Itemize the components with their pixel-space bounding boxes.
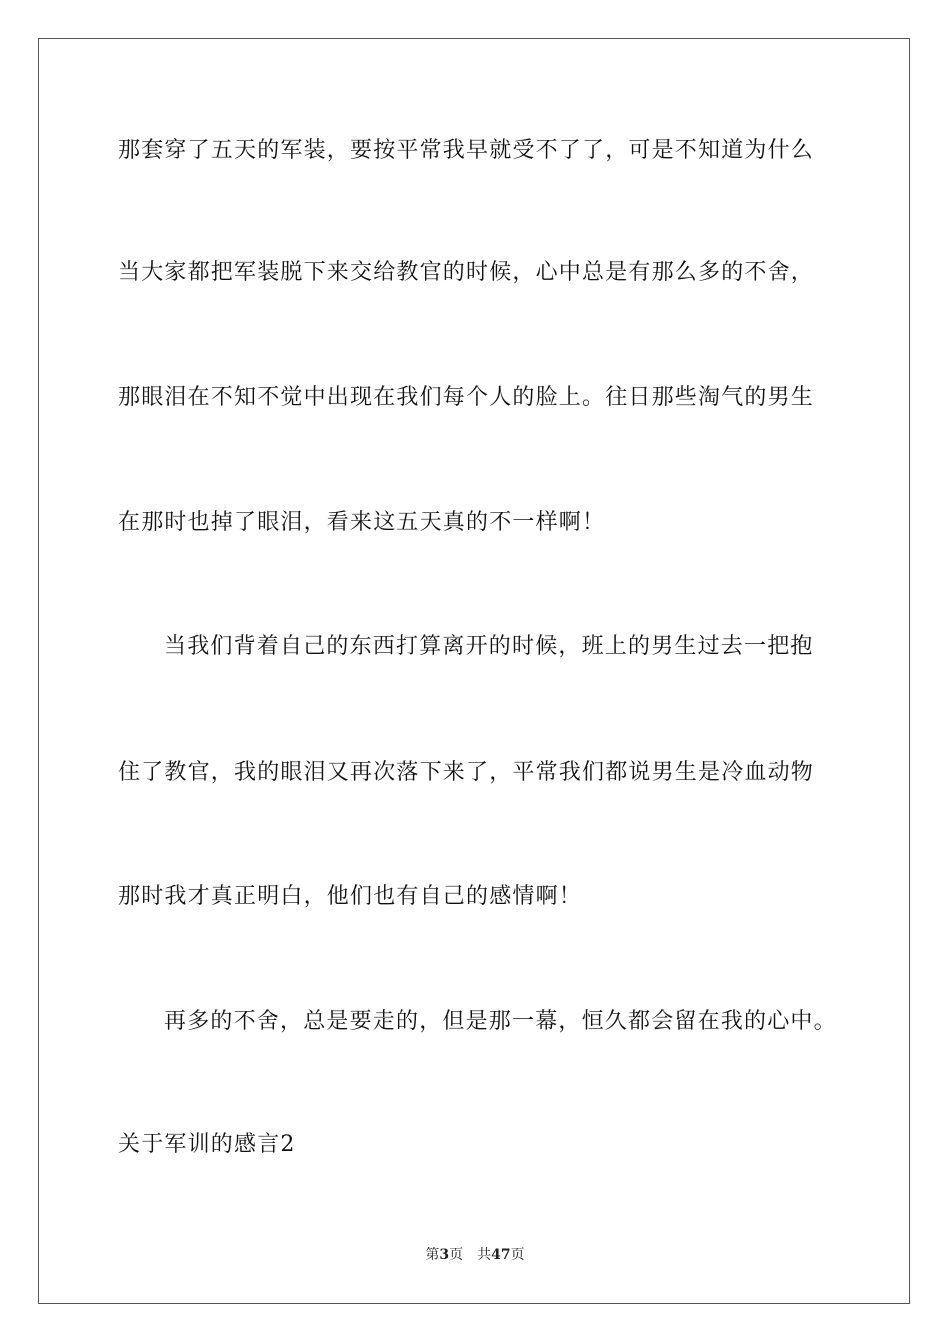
footer-page-prefix: 第 (425, 1247, 440, 1263)
paragraph-line-2: 当大家都把军装脱下来交给教官的时候，心中总是有那么多的不舍， (118, 260, 815, 285)
paragraph-line-3: 那眼泪在不知不觉中出现在我们每个人的脸上。往日那些淘气的男生 (118, 385, 815, 410)
footer-total-pages: 47 (491, 1247, 511, 1263)
section-heading: 关于军训的感言2 (118, 1132, 296, 1157)
page-border (38, 38, 910, 1304)
footer-total-suffix: 页 (510, 1247, 525, 1263)
paragraph-line-1: 那套穿了五天的军装，要按平常我早就受不了了，可是不知道为什么 (118, 138, 815, 163)
paragraph-line-4: 在那时也掉了眼泪，看来这五天真的不一样啊！ (118, 510, 606, 535)
footer-page-suffix: 页 (449, 1247, 464, 1263)
paragraph-line-8: 再多的不舍，总是要走的，但是那一幕，恒久都会留在我的心中。 (164, 1009, 837, 1034)
footer-page-number: 3 (439, 1247, 450, 1263)
paragraph-line-7: 那时我才真正明白，他们也有自己的感情啊！ (118, 884, 583, 909)
paragraph-line-5: 当我们背着自己的东西打算离开的时候，班上的男生过去一把抱 (164, 634, 814, 659)
paragraph-line-6: 住了教官，我的眼泪又再次落下来了，平常我们都说男生是冷血动物 (118, 760, 815, 785)
page-footer (0, 1246, 950, 1264)
footer-total-prefix: 共 (477, 1247, 492, 1263)
